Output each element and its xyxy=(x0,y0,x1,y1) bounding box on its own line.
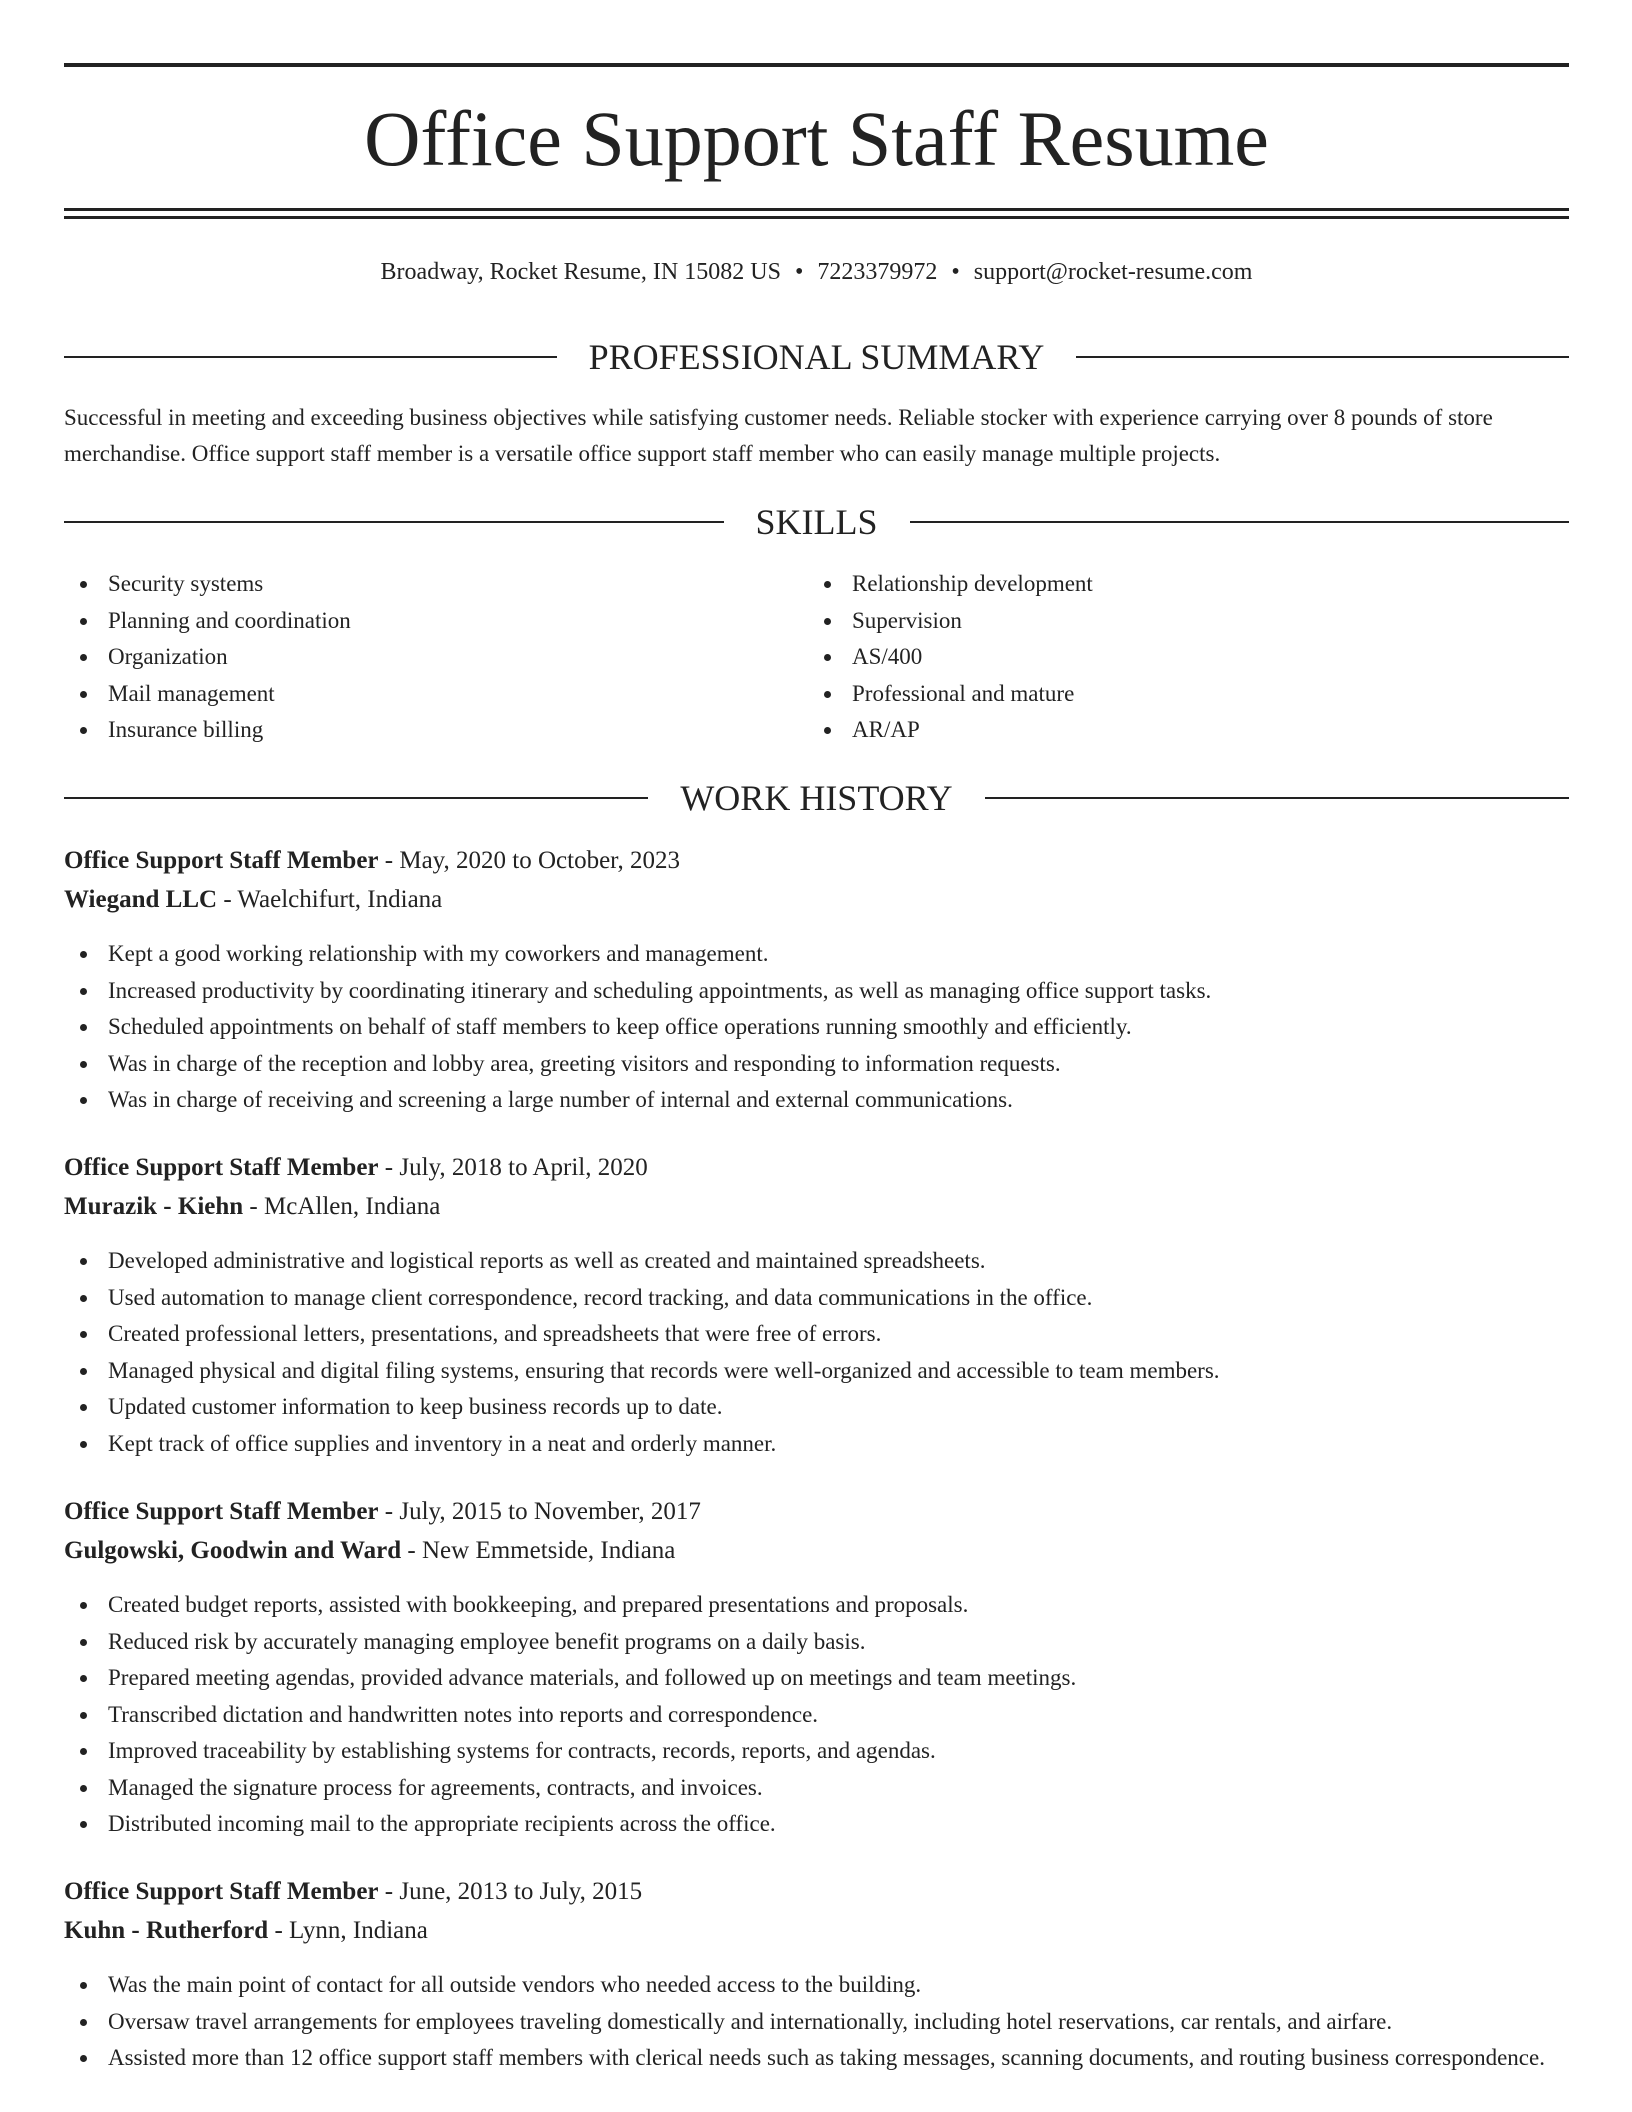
job-title-line xyxy=(64,1150,1569,1186)
job-dates: - May, 2020 to October, 2023 xyxy=(378,847,681,874)
section-rule xyxy=(64,521,724,523)
job-location: - Waelchifurt, Indiana xyxy=(217,886,443,913)
header-double-rule-lower xyxy=(64,216,1569,219)
job-bullets xyxy=(64,936,1569,1119)
skill-item: Insurance billing xyxy=(64,712,804,749)
job-bullet: Was in charge of the reception and lobby area, greeting visitors and responding to information requests. xyxy=(64,1046,1569,1083)
job-bullet: Managed physical and digital filing systems, ensuring that records were well-organized and accessible to team members. xyxy=(64,1353,1569,1390)
page-title: Office Support Staff Resume xyxy=(364,95,1269,182)
job-bullet: Assisted more than 12 office support staff members with clerical needs such as taking messages, scanning documents, and routing business correspondence. xyxy=(64,2040,1569,2077)
job-title-line xyxy=(64,1874,1569,1910)
job-bullets xyxy=(64,1243,1569,1462)
job-company-line xyxy=(64,882,1569,918)
header-top-rule xyxy=(64,63,1569,67)
section-rule xyxy=(985,797,1569,799)
job-bullet: Updated customer information to keep business records up to date. xyxy=(64,1389,1569,1426)
job-title: Office Support Staff Member xyxy=(64,1878,379,1905)
job-dates: - June, 2013 to July, 2015 xyxy=(378,1878,643,1905)
contact-line xyxy=(64,256,1569,288)
section-heading-skills xyxy=(64,502,1569,542)
section-title-summary: PROFESSIONAL SUMMARY xyxy=(588,337,1045,377)
job-bullet: Scheduled appointments on behalf of staff members to keep office operations running smoothly and efficiently. xyxy=(64,1009,1569,1046)
skills-list-left xyxy=(64,566,804,749)
job-title-line xyxy=(64,1494,1569,1530)
section-rule xyxy=(910,521,1570,523)
job-company-line xyxy=(64,1189,1569,1225)
job-location: - New Emmetside, Indiana xyxy=(401,1537,676,1564)
job-location: - Lynn, Indiana xyxy=(268,1917,428,1944)
contact-address: Broadway, Rocket Resume, IN 15082 US xyxy=(380,259,781,285)
skill-item: AS/400 xyxy=(808,639,1568,676)
contact-separator: • xyxy=(951,259,960,285)
job-company: Kuhn - Rutherford xyxy=(64,1917,269,1944)
job-bullet: Distributed incoming mail to the appropriate recipients across the office. xyxy=(64,1806,1569,1843)
job-bullet: Kept a good working relationship with my coworkers and management. xyxy=(64,936,1569,973)
job-dates: - July, 2018 to April, 2020 xyxy=(378,1154,648,1181)
section-rule xyxy=(1076,356,1569,358)
job-location: - McAllen, Indiana xyxy=(243,1193,441,1220)
job-bullet: Increased productivity by coordinating itinerary and scheduling appointments, as well as managing office support tasks. xyxy=(64,973,1569,1010)
job-bullet: Kept track of office supplies and inventory in a neat and orderly manner. xyxy=(64,1426,1569,1463)
job-title: Office Support Staff Member xyxy=(64,1154,379,1181)
job-bullet: Transcribed dictation and handwritten notes into reports and correspondence. xyxy=(64,1697,1569,1734)
contact-email[interactable]: support@rocket-resume.com xyxy=(973,259,1253,285)
job-title: Office Support Staff Member xyxy=(64,1498,379,1525)
skill-item: Organization xyxy=(64,639,804,676)
skill-item: Supervision xyxy=(808,603,1568,640)
job-bullet: Prepared meeting agendas, provided advance materials, and followed up on meetings and team meetings. xyxy=(64,1660,1569,1697)
job-bullet: Managed the signature process for agreements, contracts, and invoices. xyxy=(64,1770,1569,1807)
job-bullets xyxy=(64,1587,1569,1843)
section-heading-summary xyxy=(64,337,1569,377)
job-bullet: Created professional letters, presentations, and spreadsheets that were free of errors. xyxy=(64,1316,1569,1353)
job-bullet: Was the main point of contact for all outside vendors who needed access to the building. xyxy=(64,1967,1569,2004)
skills-list-right xyxy=(808,566,1568,749)
section-rule xyxy=(64,356,557,358)
contact-phone: 7223379972 xyxy=(817,259,938,285)
skill-item: Planning and coordination xyxy=(64,603,804,640)
job-company-line xyxy=(64,1533,1569,1569)
section-title-skills: SKILLS xyxy=(755,502,878,542)
job-company-line xyxy=(64,1913,1569,1949)
section-title-work: WORK HISTORY xyxy=(680,778,953,818)
skill-item: Security systems xyxy=(64,566,804,603)
section-rule xyxy=(64,797,648,799)
contact-separator: • xyxy=(794,259,804,285)
summary-text: Successful in meeting and exceeding business objectives while satisfying customer needs. Reliable stocker with experience carrying over 8 pounds of store merchandise. Office support staff member is a versatile office support staff member who can easily manage multiple projects. xyxy=(64,405,1493,466)
job-title-line xyxy=(64,843,1569,879)
job-title: Office Support Staff Member xyxy=(64,847,379,874)
job-bullet: Improved traceability by establishing systems for contracts, records, reports, and agendas. xyxy=(64,1733,1569,1770)
job-company: Wiegand LLC xyxy=(64,886,218,913)
job-bullet: Created budget reports, assisted with bookkeeping, and prepared presentations and proposals. xyxy=(64,1587,1569,1624)
skill-item: AR/AP xyxy=(808,712,1568,749)
job-bullet: Developed administrative and logistical reports as well as created and maintained spreadsheets. xyxy=(64,1243,1569,1280)
section-heading-work xyxy=(64,778,1569,818)
job-bullet: Reduced risk by accurately managing employee benefit programs on a daily basis. xyxy=(64,1624,1569,1661)
skill-item: Mail management xyxy=(64,676,804,713)
skill-item: Professional and mature xyxy=(808,676,1568,713)
job-bullet: Used automation to manage client correspondence, record tracking, and data communications in the office. xyxy=(64,1280,1569,1317)
job-bullet: Oversaw travel arrangements for employees traveling domestically and internationally, including hotel reservations, car rentals, and airfare. xyxy=(64,2004,1569,2041)
job-company: Gulgowski, Goodwin and Ward xyxy=(64,1537,402,1564)
job-bullets xyxy=(64,1967,1569,2077)
job-bullet: Was in charge of receiving and screening a large number of internal and external communications. xyxy=(64,1082,1569,1119)
job-dates: - July, 2015 to November, 2017 xyxy=(378,1498,701,1525)
skill-item: Relationship development xyxy=(808,566,1568,603)
header-double-rule-upper xyxy=(64,208,1569,211)
job-company: Murazik - Kiehn xyxy=(64,1193,244,1220)
